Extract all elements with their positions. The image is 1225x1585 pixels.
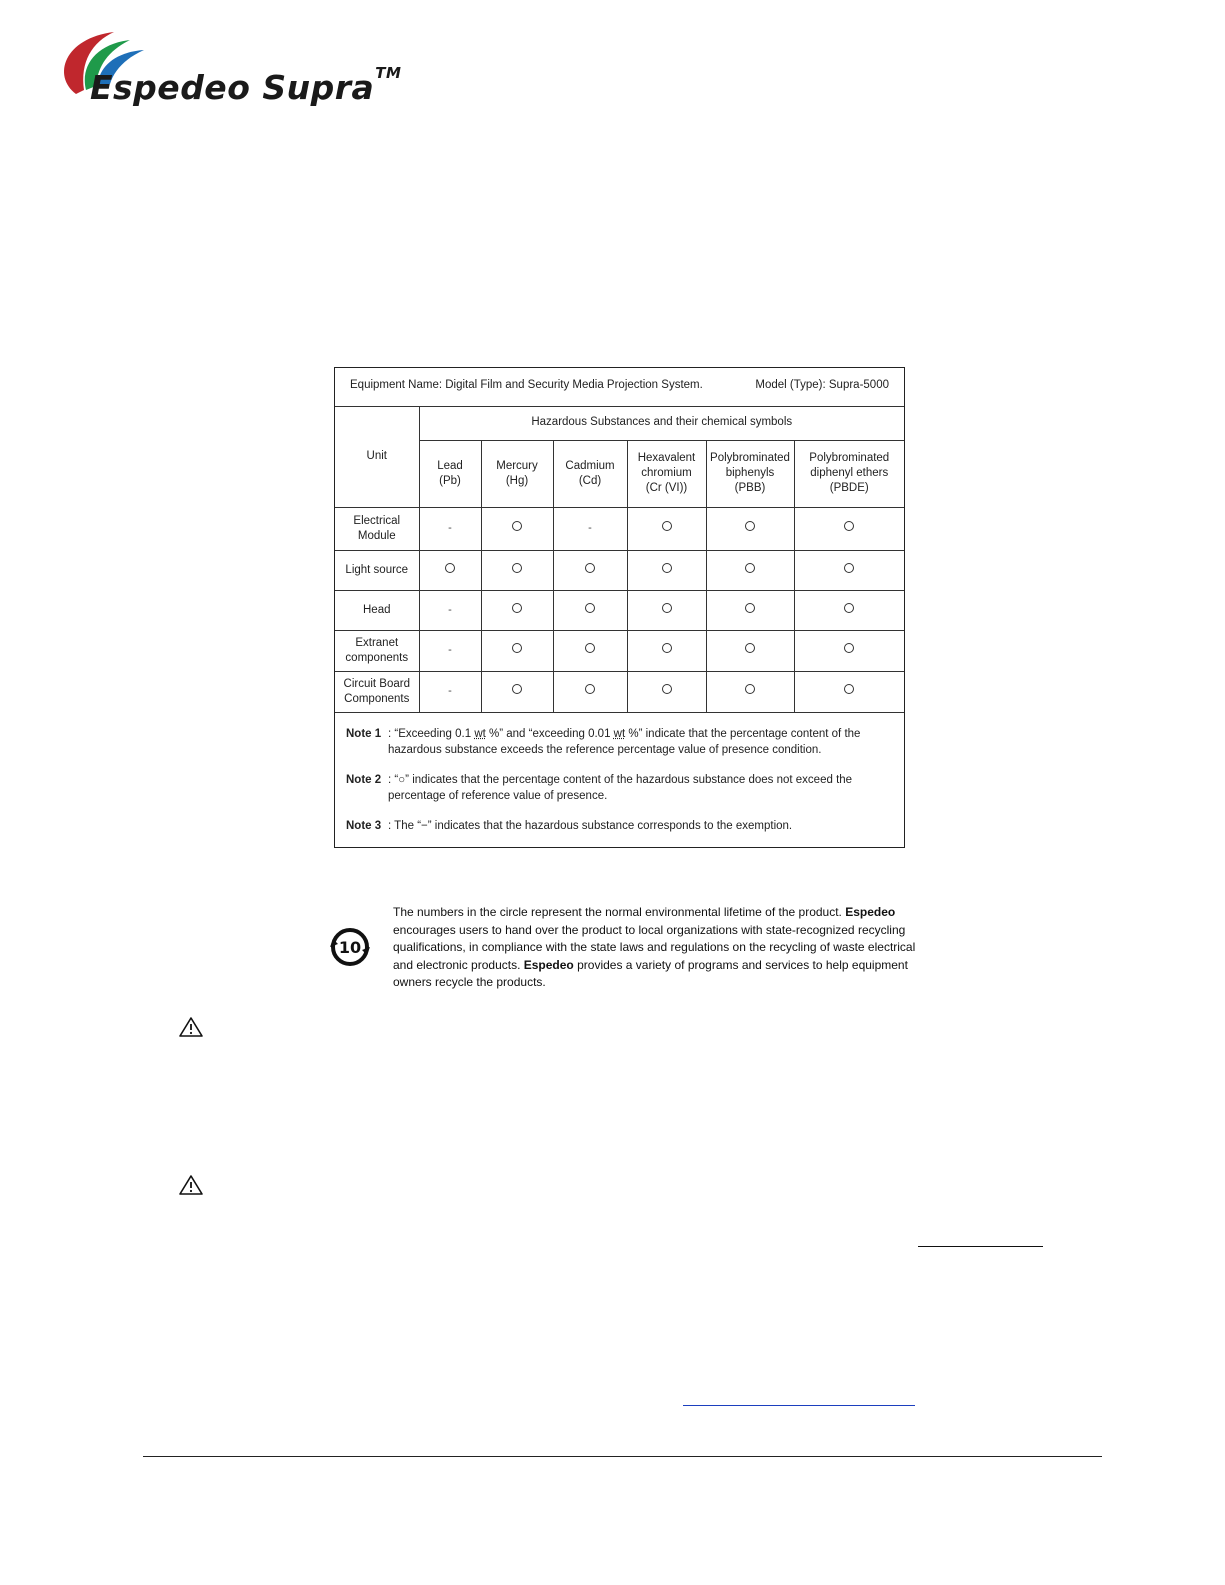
lifetime-number: 10 <box>338 938 362 957</box>
table-cell <box>794 507 904 550</box>
table-cell <box>627 630 706 671</box>
not-exceeded-circle <box>512 603 522 613</box>
table-cell <box>627 507 706 550</box>
exempt-dash: - <box>448 644 452 656</box>
not-exceeded-circle <box>662 603 672 613</box>
row-label: Light source <box>335 550 419 590</box>
brand-name: Espedeo <box>845 905 896 919</box>
table-cell <box>794 630 904 671</box>
not-exceeded-circle <box>662 643 672 653</box>
table-cell <box>481 550 553 590</box>
table-cell <box>706 630 794 671</box>
not-exceeded-circle <box>745 521 755 531</box>
table-cell <box>553 630 627 671</box>
table-row <box>335 630 904 671</box>
equipment-model: Model (Type): Supra-5000 <box>755 379 889 391</box>
table-cell <box>419 550 481 590</box>
note-3: Note 3 : The “−” indicates that the hazardous substance corresponds to the exemption. <box>346 819 894 835</box>
table-cell <box>553 507 627 550</box>
exempt-dash: - <box>448 522 452 534</box>
column-header: Lead (Pb) <box>419 440 481 507</box>
hazardous-substances-table <box>334 367 905 848</box>
not-exceeded-circle <box>585 563 595 573</box>
logo-wordmark <box>90 64 402 107</box>
note-1: Note 1 : “Exceeding 0.1 wt %” and “exceeding 0.01 wt %” indicate that the percentage content of the hazardous substance exceeds the reference percentage value of presence condition. <box>346 728 861 756</box>
not-exceeded-circle <box>745 563 755 573</box>
not-exceeded-circle <box>844 603 854 613</box>
not-exceeded-circle <box>445 563 455 573</box>
not-exceeded-circle <box>844 643 854 653</box>
warning-icon <box>178 1016 204 1038</box>
warning-icon <box>178 1174 204 1196</box>
table-cell <box>481 671 553 712</box>
table-cell <box>553 590 627 630</box>
table-cell <box>627 550 706 590</box>
table-cell <box>481 630 553 671</box>
table-notes <box>346 727 894 850</box>
exempt-dash: - <box>448 603 452 616</box>
table-cell <box>419 671 481 712</box>
column-header: Mercury (Hg) <box>481 440 553 507</box>
row-label: Extranet components <box>335 630 419 671</box>
substances-grid <box>335 406 904 713</box>
not-exceeded-circle <box>512 643 522 653</box>
unit-header: Unit <box>335 406 419 507</box>
note-2: Note 2 : “○” indicates that the percentage content of the hazardous substance does not exceed the percentage of reference value of presence. <box>346 774 853 802</box>
table-column-headers <box>335 440 904 507</box>
brand-logo <box>52 28 412 107</box>
note-3-label: Note 3 <box>346 820 382 832</box>
logo-text: Espedeo Supra <box>90 68 375 107</box>
row-label: Head <box>335 590 419 630</box>
substances-title: Hazardous Substances and their chemical symbols <box>419 406 904 440</box>
column-header: Cadmium (Cd) <box>553 440 627 507</box>
recycling-paragraph: The numbers in the circle represent the normal environmental lifetime of the product. Espedeo encourages users to hand over the product to local organizations with state-recognized recycling qualifications, in compliance with the state laws and regulations on the recycling of waste electrical and electronic products. Espedeo provides a variety of programs and services to help equipment owners recycle the products. <box>393 905 916 989</box>
table-cell <box>419 507 481 550</box>
not-exceeded-circle <box>662 684 672 694</box>
not-exceeded-circle <box>585 643 595 653</box>
table-cell <box>706 590 794 630</box>
table-cell <box>481 590 553 630</box>
row-label: Circuit Board Components <box>335 671 419 712</box>
not-exceeded-circle <box>662 563 672 573</box>
table-cell <box>627 671 706 712</box>
table-cell <box>553 550 627 590</box>
not-exceeded-circle <box>512 563 522 573</box>
not-exceeded-circle <box>844 521 854 531</box>
table-cell <box>481 507 553 550</box>
note-2-label: Note 2 <box>346 774 382 786</box>
not-exceeded-circle <box>745 643 755 653</box>
link-underline[interactable] <box>683 1405 915 1406</box>
table-row <box>335 671 904 712</box>
table-cell <box>627 590 706 630</box>
table-cell <box>794 550 904 590</box>
table-row <box>335 550 904 590</box>
brand-name: Espedeo <box>523 957 574 972</box>
not-exceeded-circle <box>662 521 672 531</box>
column-header: Polybrominated biphenyls (PBB) <box>706 440 794 507</box>
not-exceeded-circle <box>585 603 595 613</box>
note-1-label: Note 1 <box>346 728 382 740</box>
not-exceeded-circle <box>844 684 854 694</box>
row-label: Electrical Module <box>335 507 419 550</box>
table-row <box>335 507 904 550</box>
table-cell <box>706 671 794 712</box>
table-cell <box>553 671 627 712</box>
not-exceeded-circle <box>585 684 595 694</box>
footer-divider <box>143 1456 1102 1457</box>
exempt-dash: - <box>448 685 452 697</box>
not-exceeded-circle <box>745 684 755 694</box>
not-exceeded-circle <box>512 684 522 694</box>
exempt-dash: - <box>588 522 592 534</box>
table-cell <box>794 671 904 712</box>
not-exceeded-circle <box>844 563 854 573</box>
table-row <box>335 590 904 630</box>
table-cell <box>419 630 481 671</box>
blank-underline <box>918 1246 1043 1247</box>
column-header: Hexavalent chromium (Cr (VI)) <box>627 440 706 507</box>
table-cell <box>419 590 481 630</box>
recycling-lifetime-icon <box>329 926 371 968</box>
equipment-header <box>335 368 904 407</box>
not-exceeded-circle <box>745 603 755 613</box>
not-exceeded-circle <box>512 521 522 531</box>
logo-trademark: TM <box>375 64 402 82</box>
table-cell <box>706 550 794 590</box>
table-cell <box>706 507 794 550</box>
table-header-row <box>335 406 904 440</box>
equipment-name: Equipment Name: Digital Film and Security Media Projection System. <box>350 379 703 391</box>
column-header: Polybrominated diphenyl ethers (PBDE) <box>794 440 904 507</box>
table-cell <box>794 590 904 630</box>
